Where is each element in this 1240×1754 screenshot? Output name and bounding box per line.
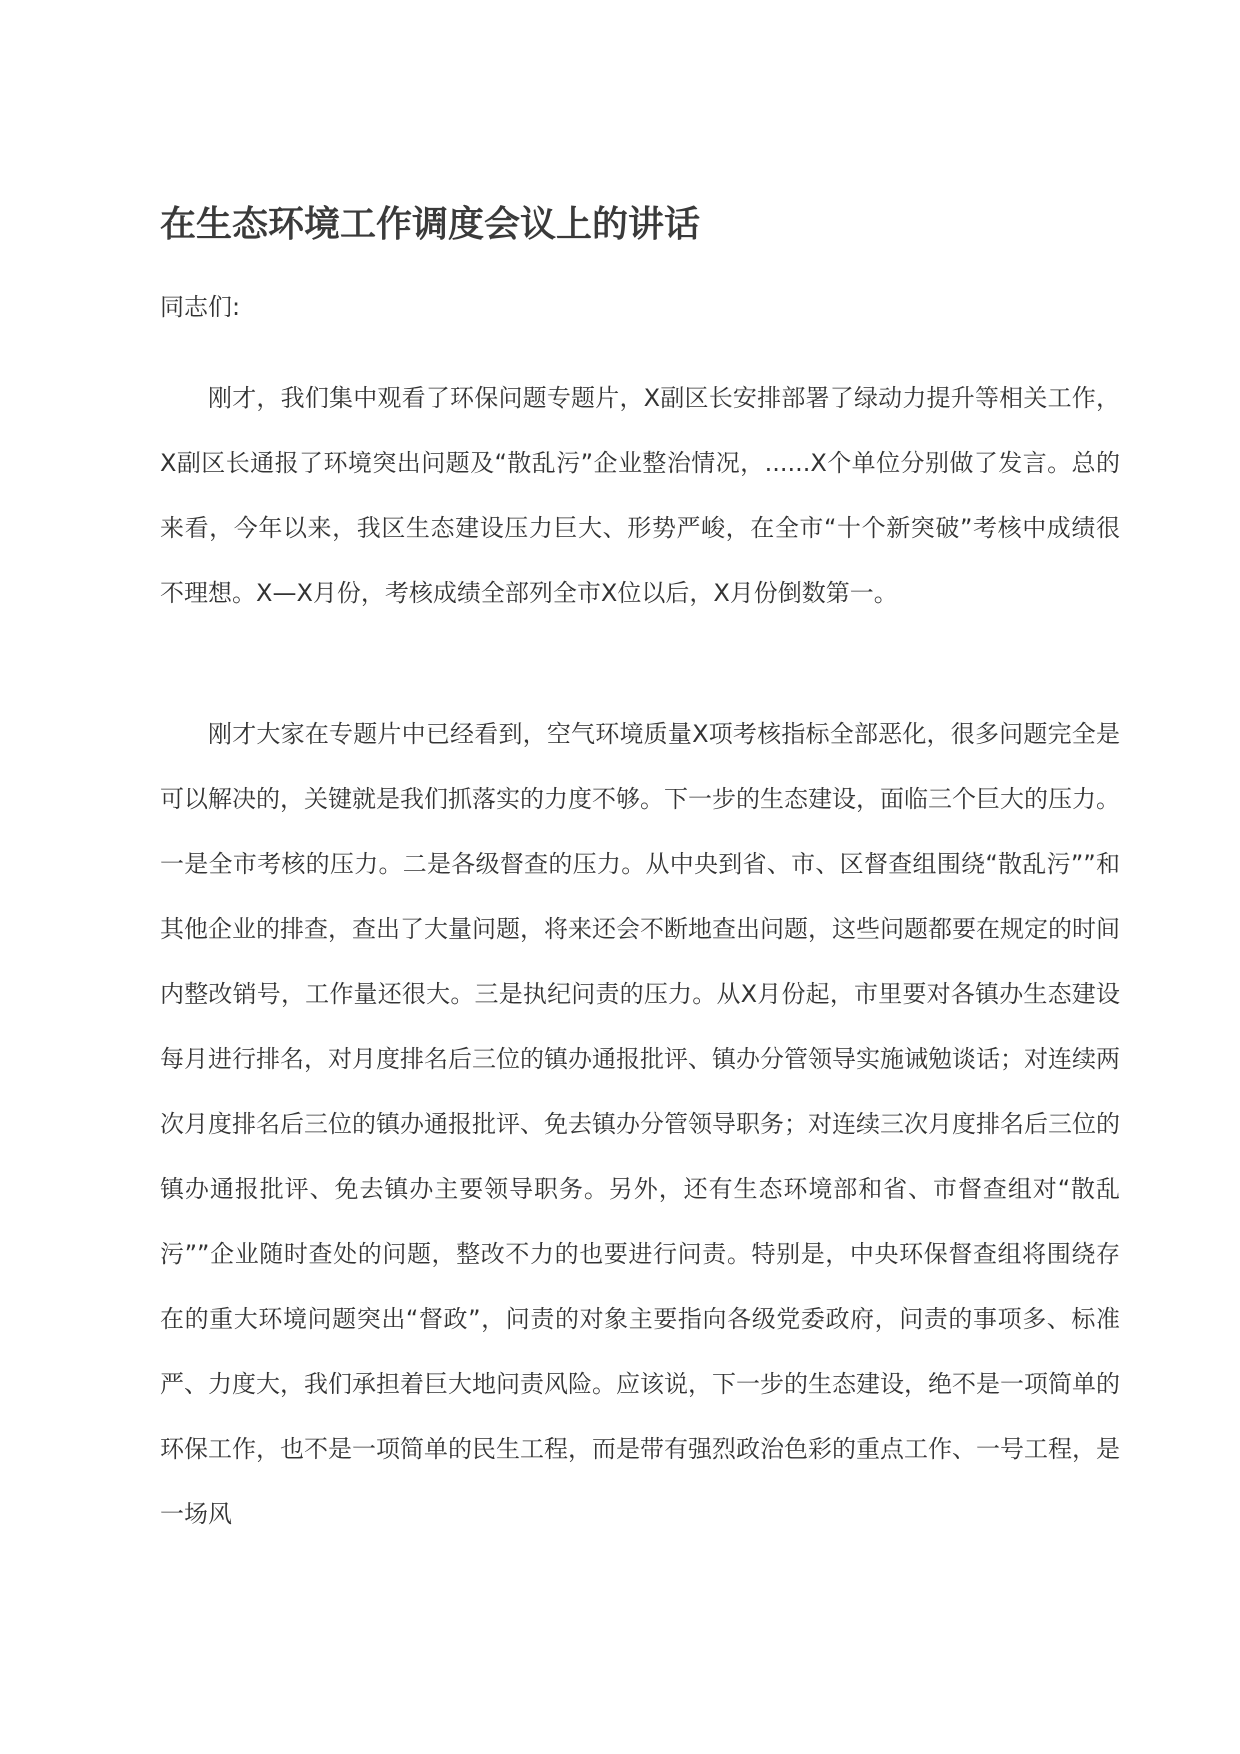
paragraph-2: 刚才大家在专题片中已经看到，空气环境质量X项考核指标全部恶化，很多问题完全是可以解决的，关键就是我们抓落实的力度不够。下一步的生态建设，面临三个巨大的压力。一是全市考核的压力。二是各级督查的压力。从中央到省、市、区督查组围绕“散乱污””和其他企业的排查，查出了大量问题，将来还会不断地查出问题，这些问题都要在规定的时间内整改销号，工作量还很大。三是执纪问责的压力。从X月份起，市里要对各镇办生态建设每月进行排名，对月度排名后三位的镇办通报批评、镇办分管领导实施诫勉谈话；对连续两次月度排名后三位的镇办通报批评、免去镇办分管领导职务；对连续三次月度排名后三位的镇办通报批评、免去镇办主要领导职务。另外，还有生态环境部和省、市督查组对“散乱污””企业随时查处的问题，整改不力的也要进行问责。特别是，中央环保督查组将围绕存在的重大环境问题突出“督政”，问责的对象主要指向各级党委政府，问责的事项多、标准严、力度大，我们承担着巨大地问责风险。应该说，下一步的生态建设，绝不是一项简单的环保工作，也不是一项简单的民生工程，而是带有强烈政治色彩的重点工作、一号工程，是一场风	[160, 720, 1120, 1528]
document-title: 在生态环境工作调度会议上的讲话	[160, 204, 701, 245]
salutation: 同志们:	[160, 293, 241, 321]
paragraph-1: 刚才，我们集中观看了环保问题专题片，X副区长安排部署了绿动力提升等相关工作，X副区长通报了环境突出问题及“散乱污”企业整治情况，......X个单位分别做了发言。总的来看，今年以来，我区生态建设压力巨大、形势严峻，在全市“十个新突破”考核中成绩很不理想。X—X月份，考核成绩全部列全市X位以后，X月份倒数第一。	[160, 384, 1120, 607]
